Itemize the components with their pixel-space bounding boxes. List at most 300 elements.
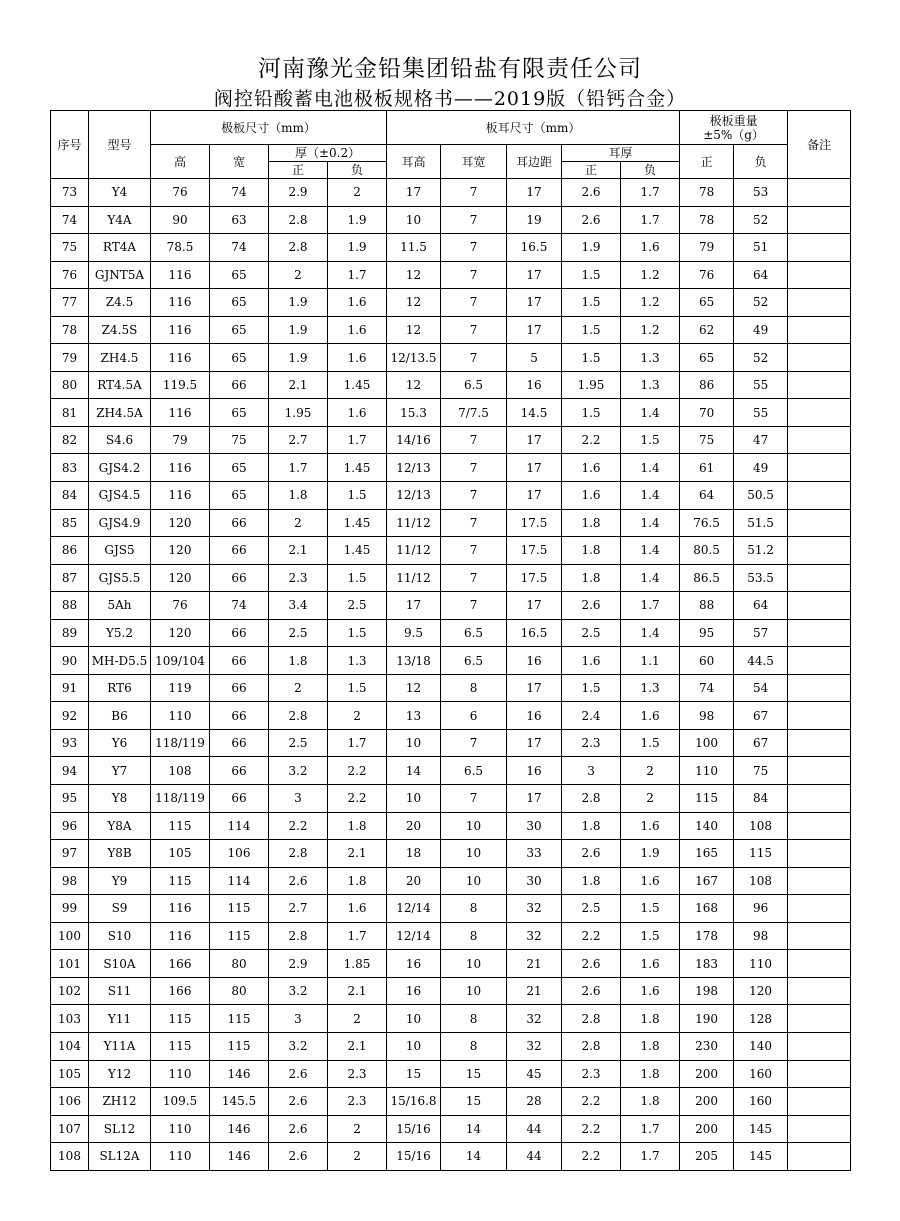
cell-weight-pos: 88 [680, 592, 734, 620]
cell-tab-thick-pos: 1.8 [562, 867, 621, 895]
cell-thick-pos: 2.6 [269, 1143, 328, 1171]
cell-tab-height: 12/13 [387, 482, 441, 510]
cell-weight-pos: 200 [680, 1088, 734, 1116]
cell-tab-edge: 17.5 [507, 564, 562, 592]
cell-thick-neg: 1.6 [328, 344, 387, 372]
cell-thick-neg: 1.5 [328, 619, 387, 647]
cell-tab-height: 18 [387, 840, 441, 868]
cell-weight-neg: 145 [734, 1115, 788, 1143]
cell-seq: 104 [51, 1032, 89, 1060]
cell-seq: 99 [51, 895, 89, 923]
cell-height: 119 [151, 674, 210, 702]
cell-weight-neg: 49 [734, 454, 788, 482]
cell-width: 66 [210, 564, 269, 592]
cell-weight-pos: 200 [680, 1115, 734, 1143]
cell-model: S10 [89, 922, 151, 950]
cell-tab-edge: 17.5 [507, 537, 562, 565]
cell-weight-pos: 62 [680, 316, 734, 344]
cell-thick-pos: 2 [269, 674, 328, 702]
cell-height: 116 [151, 399, 210, 427]
cell-weight-neg: 67 [734, 702, 788, 730]
cell-model: ZH4.5A [89, 399, 151, 427]
cell-tab-edge: 17 [507, 289, 562, 317]
table-row [51, 1115, 851, 1143]
cell-thick-pos: 2.7 [269, 895, 328, 923]
cell-tab-edge: 30 [507, 867, 562, 895]
table-row [51, 592, 851, 620]
cell-thick-pos: 2.8 [269, 702, 328, 730]
header-height: 高 [151, 145, 210, 179]
cell-weight-pos: 65 [680, 344, 734, 372]
cell-weight-neg: 108 [734, 812, 788, 840]
cell-weight-neg: 51.5 [734, 509, 788, 537]
cell-width: 66 [210, 371, 269, 399]
cell-thick-pos: 3 [269, 785, 328, 813]
table-row [51, 234, 851, 262]
cell-thick-pos: 1.9 [269, 344, 328, 372]
cell-model: S9 [89, 895, 151, 923]
cell-tab-thick-pos: 2.2 [562, 922, 621, 950]
cell-tab-thick-pos: 2.2 [562, 426, 621, 454]
cell-seq: 93 [51, 729, 89, 757]
cell-seq: 84 [51, 482, 89, 510]
plate-spec-table [50, 110, 851, 1171]
cell-tab-thick-neg: 1.2 [621, 261, 680, 289]
cell-weight-pos: 70 [680, 399, 734, 427]
cell-thick-neg: 1.7 [328, 261, 387, 289]
cell-tab-thick-pos: 1.6 [562, 647, 621, 675]
cell-seq: 92 [51, 702, 89, 730]
cell-tab-thick-neg: 1.2 [621, 289, 680, 317]
cell-width: 65 [210, 344, 269, 372]
cell-remark [788, 482, 851, 510]
header-weight-line1: 极板重量 [709, 113, 758, 128]
cell-tab-edge: 32 [507, 895, 562, 923]
cell-tab-width: 8 [441, 895, 507, 923]
cell-remark [788, 1032, 851, 1060]
table-row [51, 674, 851, 702]
cell-weight-neg: 128 [734, 1005, 788, 1033]
cell-model: GJNT5A [89, 261, 151, 289]
cell-weight-neg: 51 [734, 234, 788, 262]
cell-tab-thick-neg: 1.4 [621, 619, 680, 647]
header-tab-thickness-pos: 正 [562, 162, 621, 179]
cell-width: 115 [210, 895, 269, 923]
cell-seq: 74 [51, 206, 89, 234]
cell-thick-pos: 2.6 [269, 867, 328, 895]
table-row [51, 867, 851, 895]
header-weight-neg: 负 [734, 145, 788, 179]
cell-tab-height: 10 [387, 206, 441, 234]
cell-tab-height: 11/12 [387, 564, 441, 592]
cell-tab-height: 10 [387, 785, 441, 813]
header-plate-size: 极板尺寸（mm） [151, 111, 387, 145]
cell-weight-neg: 145 [734, 1143, 788, 1171]
cell-tab-height: 10 [387, 1005, 441, 1033]
cell-weight-pos: 78 [680, 206, 734, 234]
cell-tab-height: 16 [387, 977, 441, 1005]
cell-height: 115 [151, 1032, 210, 1060]
cell-model: Y11 [89, 1005, 151, 1033]
cell-remark [788, 1115, 851, 1143]
cell-tab-width: 7 [441, 729, 507, 757]
cell-height: 79 [151, 426, 210, 454]
header-model: 型号 [89, 111, 151, 179]
cell-thick-pos: 3 [269, 1005, 328, 1033]
cell-width: 115 [210, 922, 269, 950]
cell-remark [788, 1143, 851, 1171]
cell-tab-edge: 21 [507, 977, 562, 1005]
cell-width: 115 [210, 1032, 269, 1060]
cell-tab-width: 14 [441, 1115, 507, 1143]
cell-remark [788, 950, 851, 978]
cell-tab-width: 10 [441, 840, 507, 868]
cell-remark [788, 647, 851, 675]
cell-model: RT6 [89, 674, 151, 702]
cell-weight-neg: 52 [734, 206, 788, 234]
cell-weight-neg: 160 [734, 1060, 788, 1088]
cell-tab-width: 7 [441, 179, 507, 207]
cell-width: 66 [210, 647, 269, 675]
table-row [51, 950, 851, 978]
cell-height: 110 [151, 1143, 210, 1171]
cell-tab-width: 8 [441, 922, 507, 950]
cell-seq: 95 [51, 785, 89, 813]
cell-tab-thick-pos: 2.3 [562, 1060, 621, 1088]
cell-model: S11 [89, 977, 151, 1005]
cell-seq: 73 [51, 179, 89, 207]
cell-tab-thick-pos: 1.5 [562, 261, 621, 289]
cell-thick-pos: 2.6 [269, 1088, 328, 1116]
cell-tab-edge: 16 [507, 371, 562, 399]
cell-tab-height: 13 [387, 702, 441, 730]
cell-model: Y8B [89, 840, 151, 868]
cell-tab-thick-pos: 1.9 [562, 234, 621, 262]
cell-seq: 77 [51, 289, 89, 317]
cell-tab-thick-pos: 2.2 [562, 1143, 621, 1171]
table-row [51, 1088, 851, 1116]
cell-model: SL12A [89, 1143, 151, 1171]
cell-remark [788, 537, 851, 565]
table-row [51, 785, 851, 813]
cell-width: 65 [210, 316, 269, 344]
cell-thick-pos: 2 [269, 509, 328, 537]
cell-tab-thick-neg: 1.4 [621, 399, 680, 427]
cell-thick-pos: 2.9 [269, 179, 328, 207]
cell-thick-pos: 1.95 [269, 399, 328, 427]
cell-height: 90 [151, 206, 210, 234]
cell-tab-height: 14/16 [387, 426, 441, 454]
cell-tab-edge: 17 [507, 592, 562, 620]
cell-tab-thick-pos: 2.8 [562, 785, 621, 813]
cell-tab-width: 10 [441, 977, 507, 1005]
cell-weight-pos: 200 [680, 1060, 734, 1088]
cell-thick-pos: 1.8 [269, 482, 328, 510]
cell-remark [788, 206, 851, 234]
cell-weight-pos: 198 [680, 977, 734, 1005]
cell-tab-thick-pos: 2.6 [562, 977, 621, 1005]
cell-tab-height: 11/12 [387, 509, 441, 537]
cell-weight-pos: 74 [680, 674, 734, 702]
cell-tab-width: 7 [441, 206, 507, 234]
cell-weight-pos: 168 [680, 895, 734, 923]
cell-thick-neg: 1.6 [328, 399, 387, 427]
cell-thick-neg: 1.45 [328, 454, 387, 482]
cell-tab-height: 17 [387, 592, 441, 620]
cell-tab-thick-neg: 1.4 [621, 509, 680, 537]
table-row [51, 757, 851, 785]
header-thickness-neg: 负 [328, 162, 387, 179]
cell-tab-width: 7/7.5 [441, 399, 507, 427]
cell-height: 120 [151, 537, 210, 565]
table-row [51, 537, 851, 565]
cell-width: 66 [210, 674, 269, 702]
cell-tab-thick-neg: 1.6 [621, 812, 680, 840]
cell-weight-pos: 79 [680, 234, 734, 262]
cell-weight-neg: 50.5 [734, 482, 788, 510]
cell-tab-thick-pos: 1.5 [562, 674, 621, 702]
cell-thick-pos: 3.2 [269, 757, 328, 785]
cell-tab-thick-neg: 1.4 [621, 537, 680, 565]
cell-tab-edge: 44 [507, 1143, 562, 1171]
cell-weight-pos: 183 [680, 950, 734, 978]
header-tab-width: 耳宽 [441, 145, 507, 179]
cell-height: 116 [151, 316, 210, 344]
table-row [51, 647, 851, 675]
cell-weight-neg: 160 [734, 1088, 788, 1116]
cell-width: 114 [210, 812, 269, 840]
cell-seq: 75 [51, 234, 89, 262]
cell-tab-thick-neg: 1.4 [621, 564, 680, 592]
cell-model: GJS5 [89, 537, 151, 565]
cell-thick-neg: 1.9 [328, 234, 387, 262]
cell-tab-height: 11.5 [387, 234, 441, 262]
cell-tab-height: 13/18 [387, 647, 441, 675]
table-row [51, 454, 851, 482]
cell-tab-thick-neg: 2 [621, 757, 680, 785]
cell-model: RT4.5A [89, 371, 151, 399]
cell-thick-pos: 2.5 [269, 729, 328, 757]
cell-seq: 102 [51, 977, 89, 1005]
cell-height: 115 [151, 867, 210, 895]
cell-weight-neg: 44.5 [734, 647, 788, 675]
cell-tab-edge: 17 [507, 179, 562, 207]
table-row [51, 702, 851, 730]
cell-weight-neg: 49 [734, 316, 788, 344]
cell-remark [788, 426, 851, 454]
cell-tab-thick-neg: 1.5 [621, 895, 680, 923]
cell-model: ZH12 [89, 1088, 151, 1116]
cell-tab-thick-neg: 1.2 [621, 316, 680, 344]
cell-width: 66 [210, 702, 269, 730]
cell-tab-thick-pos: 1.5 [562, 344, 621, 372]
cell-width: 66 [210, 757, 269, 785]
cell-tab-height: 12/14 [387, 922, 441, 950]
cell-thick-pos: 2.8 [269, 840, 328, 868]
cell-height: 110 [151, 702, 210, 730]
cell-model: Z4.5 [89, 289, 151, 317]
cell-tab-edge: 17 [507, 261, 562, 289]
cell-tab-thick-pos: 1.5 [562, 316, 621, 344]
cell-model: Y9 [89, 867, 151, 895]
cell-tab-thick-neg: 1.6 [621, 702, 680, 730]
cell-seq: 81 [51, 399, 89, 427]
cell-tab-thick-neg: 1.8 [621, 1032, 680, 1060]
cell-width: 65 [210, 482, 269, 510]
cell-remark [788, 344, 851, 372]
cell-remark [788, 1060, 851, 1088]
cell-tab-thick-neg: 1.6 [621, 234, 680, 262]
cell-tab-edge: 32 [507, 1032, 562, 1060]
header-thickness: 厚（±0.2） [269, 145, 387, 162]
cell-tab-width: 7 [441, 564, 507, 592]
cell-height: 118/119 [151, 785, 210, 813]
cell-tab-edge: 5 [507, 344, 562, 372]
cell-height: 109/104 [151, 647, 210, 675]
cell-remark [788, 261, 851, 289]
cell-height: 108 [151, 757, 210, 785]
cell-thick-neg: 1.8 [328, 812, 387, 840]
cell-remark [788, 840, 851, 868]
cell-thick-neg: 2.2 [328, 785, 387, 813]
cell-thick-neg: 2.1 [328, 977, 387, 1005]
table-row [51, 1060, 851, 1088]
cell-tab-thick-pos: 2.6 [562, 179, 621, 207]
cell-weight-pos: 78 [680, 179, 734, 207]
table-row [51, 922, 851, 950]
cell-height: 166 [151, 950, 210, 978]
cell-width: 145.5 [210, 1088, 269, 1116]
cell-height: 116 [151, 895, 210, 923]
cell-seq: 106 [51, 1088, 89, 1116]
header-weight-pos: 正 [680, 145, 734, 179]
table-row [51, 895, 851, 923]
cell-remark [788, 867, 851, 895]
cell-tab-thick-neg: 1.4 [621, 454, 680, 482]
cell-thick-neg: 2.5 [328, 592, 387, 620]
cell-weight-neg: 52 [734, 344, 788, 372]
cell-weight-pos: 165 [680, 840, 734, 868]
cell-tab-height: 15/16 [387, 1115, 441, 1143]
cell-seq: 82 [51, 426, 89, 454]
cell-tab-width: 6.5 [441, 371, 507, 399]
cell-weight-pos: 64 [680, 482, 734, 510]
cell-tab-edge: 30 [507, 812, 562, 840]
cell-tab-thick-neg: 1.7 [621, 1115, 680, 1143]
cell-tab-height: 12/14 [387, 895, 441, 923]
table-row [51, 1005, 851, 1033]
cell-height: 118/119 [151, 729, 210, 757]
cell-thick-pos: 2.1 [269, 537, 328, 565]
cell-seq: 100 [51, 922, 89, 950]
cell-model: 5Ah [89, 592, 151, 620]
cell-remark [788, 785, 851, 813]
table-row [51, 344, 851, 372]
cell-weight-neg: 51.2 [734, 537, 788, 565]
cell-thick-pos: 2.6 [269, 1115, 328, 1143]
cell-remark [788, 977, 851, 1005]
table-row [51, 1032, 851, 1060]
cell-tab-edge: 33 [507, 840, 562, 868]
header-seq: 序号 [51, 111, 89, 179]
cell-thick-neg: 1.45 [328, 509, 387, 537]
cell-model: S4.6 [89, 426, 151, 454]
cell-tab-thick-neg: 1.7 [621, 592, 680, 620]
cell-tab-thick-pos: 2.6 [562, 950, 621, 978]
cell-height: 116 [151, 289, 210, 317]
cell-tab-height: 15.3 [387, 399, 441, 427]
cell-width: 106 [210, 840, 269, 868]
cell-tab-width: 7 [441, 537, 507, 565]
table-row [51, 977, 851, 1005]
cell-weight-pos: 76.5 [680, 509, 734, 537]
cell-height: 110 [151, 1115, 210, 1143]
cell-thick-neg: 1.9 [328, 206, 387, 234]
cell-width: 75 [210, 426, 269, 454]
cell-thick-pos: 3.4 [269, 592, 328, 620]
cell-tab-width: 7 [441, 509, 507, 537]
cell-weight-pos: 115 [680, 785, 734, 813]
cell-width: 114 [210, 867, 269, 895]
cell-tab-width: 15 [441, 1088, 507, 1116]
cell-weight-neg: 54 [734, 674, 788, 702]
cell-tab-width: 7 [441, 316, 507, 344]
cell-tab-height: 12 [387, 289, 441, 317]
cell-height: 116 [151, 922, 210, 950]
cell-seq: 105 [51, 1060, 89, 1088]
cell-tab-thick-pos: 2.5 [562, 619, 621, 647]
cell-model: ZH4.5 [89, 344, 151, 372]
table-row [51, 426, 851, 454]
cell-remark [788, 812, 851, 840]
cell-remark [788, 316, 851, 344]
cell-thick-neg: 2 [328, 1115, 387, 1143]
cell-tab-edge: 17 [507, 674, 562, 702]
cell-tab-thick-pos: 2.5 [562, 895, 621, 923]
cell-width: 146 [210, 1115, 269, 1143]
cell-tab-edge: 19 [507, 206, 562, 234]
cell-tab-width: 6.5 [441, 647, 507, 675]
cell-remark [788, 702, 851, 730]
cell-tab-thick-pos: 2.2 [562, 1115, 621, 1143]
cell-tab-height: 11/12 [387, 537, 441, 565]
header-tab-size: 板耳尺寸（mm） [387, 111, 680, 145]
cell-tab-thick-pos: 1.8 [562, 564, 621, 592]
document-subtitle: 阀控铅酸蓄电池极板规格书——2019版（铅钙合金） [213, 88, 687, 110]
cell-thick-pos: 2.5 [269, 619, 328, 647]
cell-seq: 91 [51, 674, 89, 702]
cell-width: 146 [210, 1060, 269, 1088]
table-row [51, 316, 851, 344]
table-row [51, 179, 851, 207]
cell-tab-thick-pos: 2.2 [562, 1088, 621, 1116]
cell-tab-height: 12 [387, 316, 441, 344]
cell-tab-edge: 17 [507, 316, 562, 344]
table-row [51, 261, 851, 289]
cell-remark [788, 509, 851, 537]
cell-seq: 83 [51, 454, 89, 482]
cell-tab-thick-pos: 3 [562, 757, 621, 785]
cell-remark [788, 729, 851, 757]
cell-thick-neg: 1.45 [328, 371, 387, 399]
cell-width: 65 [210, 454, 269, 482]
table-row [51, 206, 851, 234]
cell-thick-pos: 2.8 [269, 206, 328, 234]
cell-thick-neg: 2.3 [328, 1060, 387, 1088]
cell-tab-thick-pos: 2.8 [562, 1005, 621, 1033]
cell-weight-neg: 120 [734, 977, 788, 1005]
cell-tab-edge: 16.5 [507, 234, 562, 262]
